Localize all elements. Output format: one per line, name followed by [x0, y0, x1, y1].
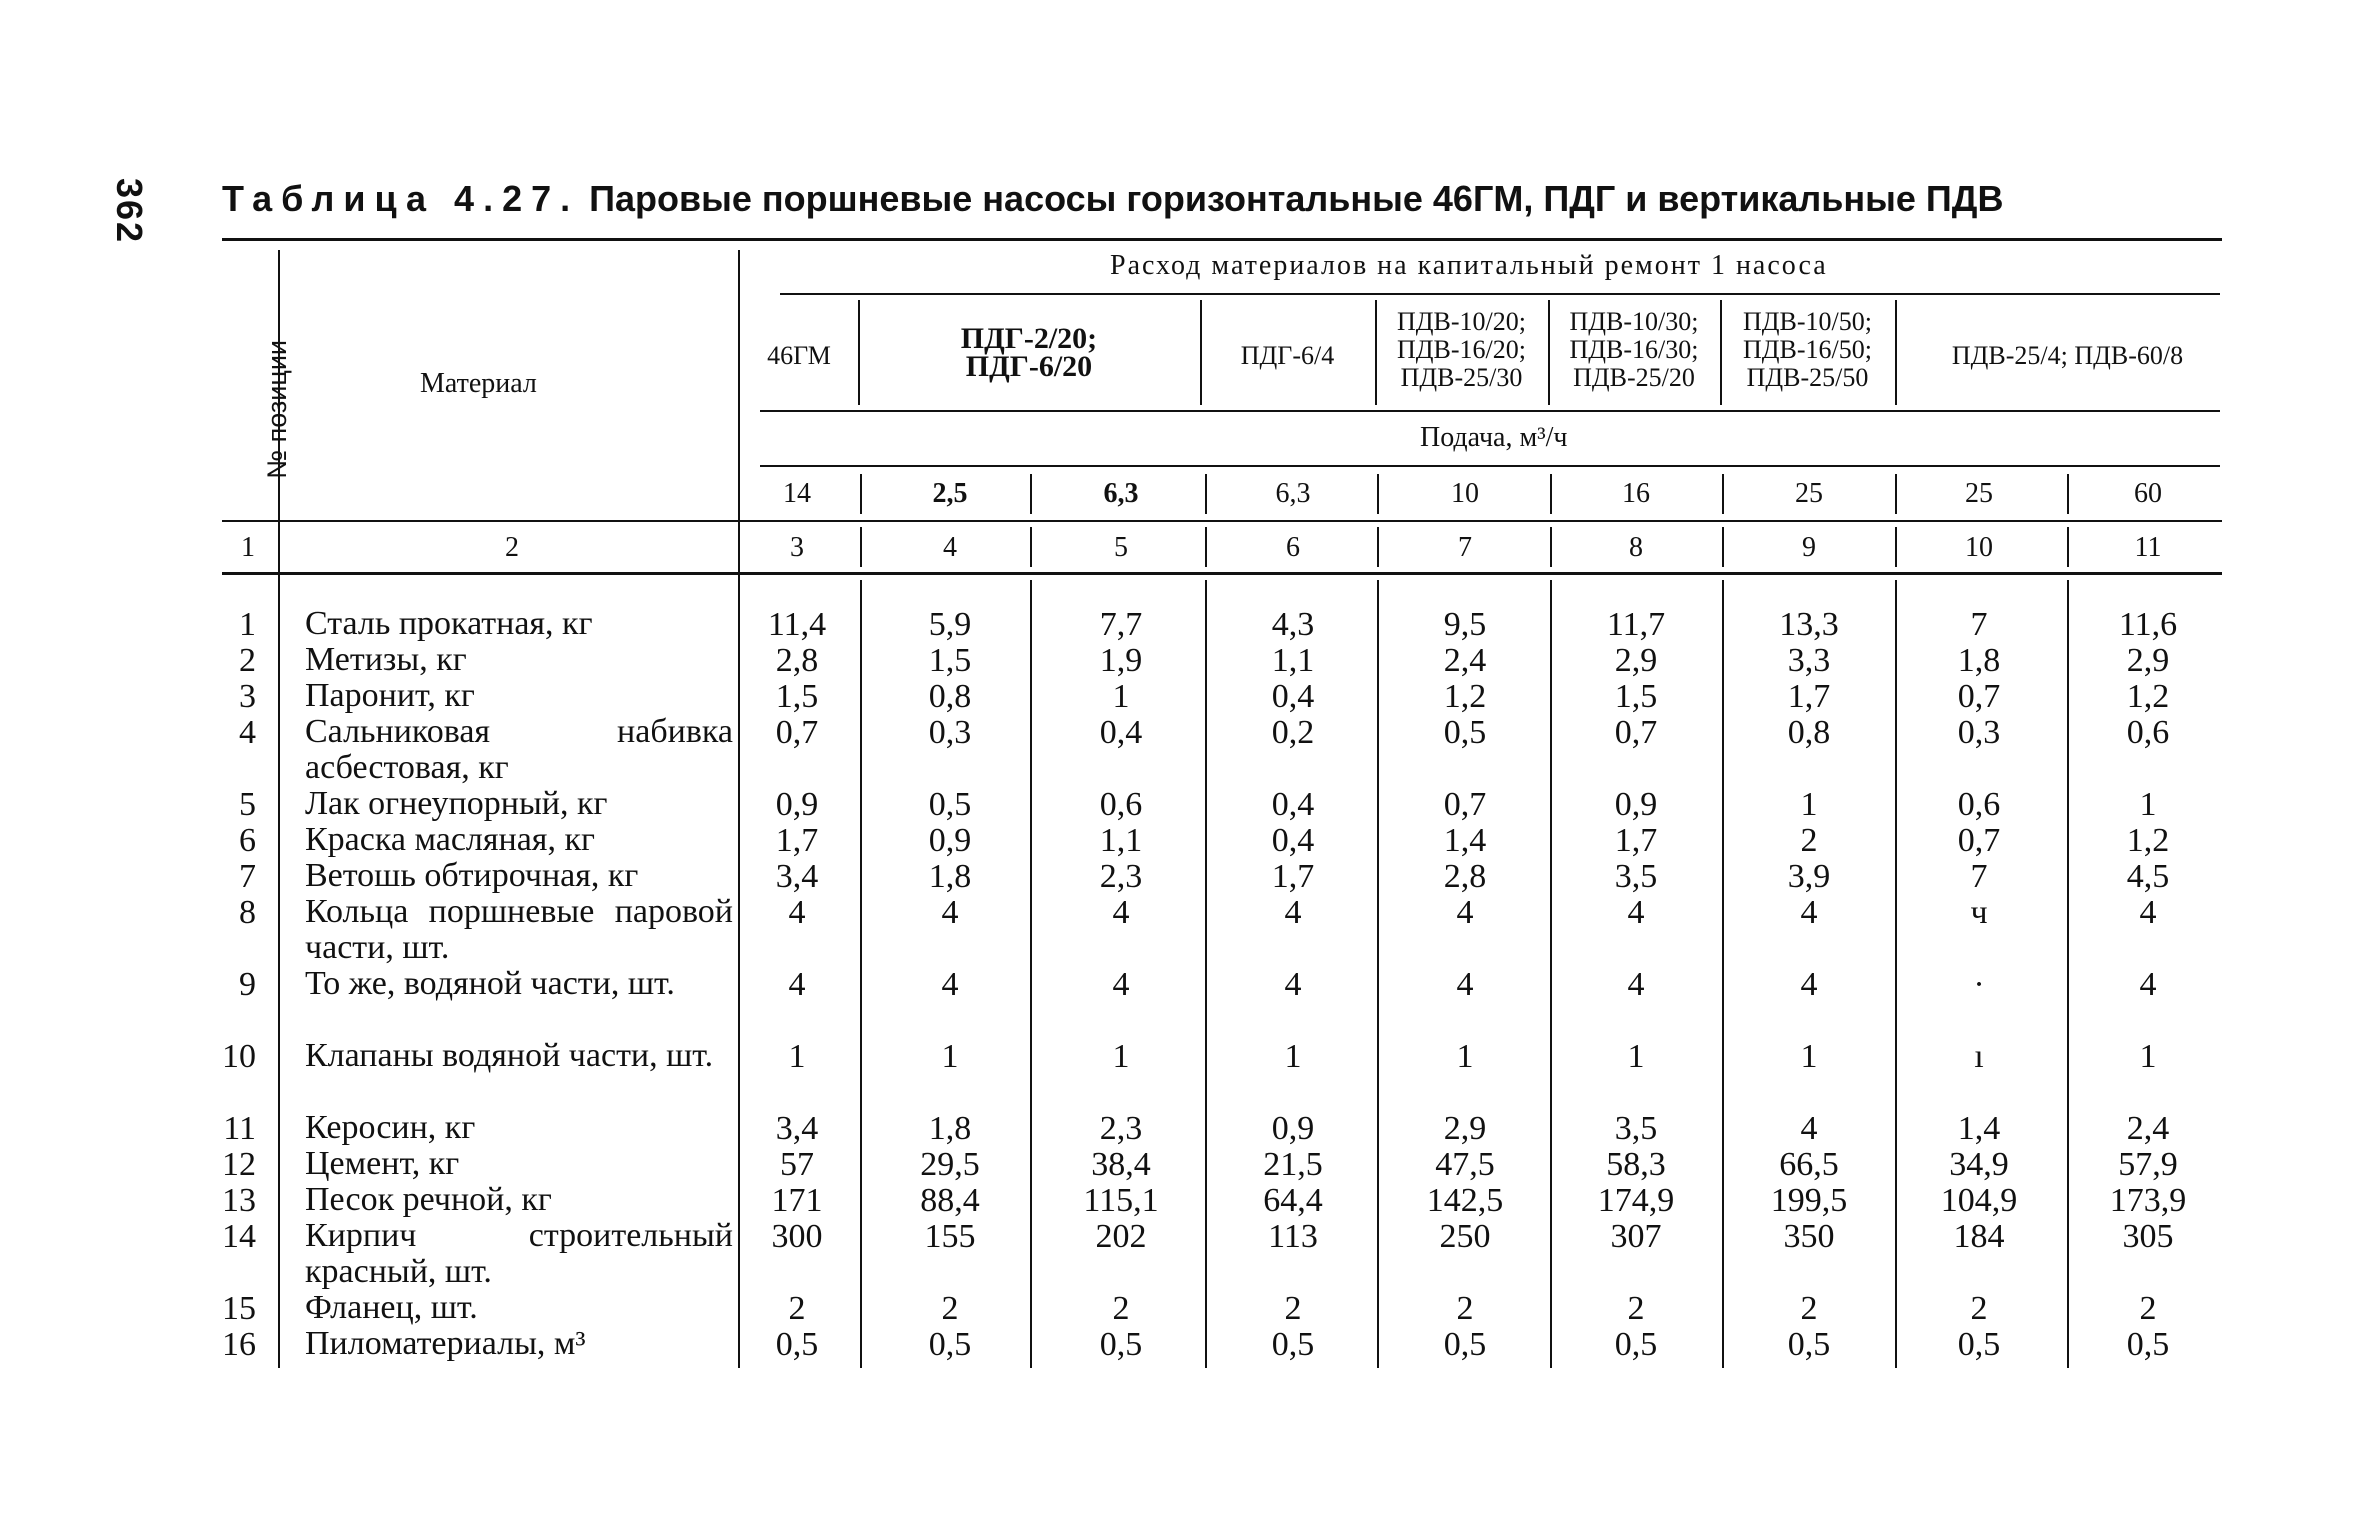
vline-colnum [1722, 527, 1724, 567]
row-value: 171 [771, 1182, 823, 1219]
flow-value: 6,3 [1275, 478, 1311, 509]
vline-flow [2067, 474, 2069, 514]
row-value: 2 [1800, 822, 1818, 859]
vline-body [1030, 580, 1032, 1368]
group-header: Расход материалов на капитальный ремонт 1 насоса [1110, 250, 1828, 281]
row-value: 0,8 [928, 678, 972, 715]
row-value: 4 [2139, 966, 2157, 1003]
vline-colnum [860, 527, 862, 567]
row-value: 0,5 [2126, 1326, 2170, 1363]
row-value: 0,3 [1957, 714, 2001, 751]
row-number: 5 [239, 786, 256, 823]
row-value: 4 [941, 894, 959, 931]
row-number: 11 [223, 1110, 256, 1147]
row-value: 2,3 [1099, 1110, 1143, 1147]
row-material: Кирпич строительный красный, шт. [305, 1217, 733, 1290]
row-value: 3,9 [1787, 858, 1831, 895]
row-value: 4 [1284, 966, 1302, 1003]
row-value: 0,4 [1271, 822, 1315, 859]
row-value: 300 [771, 1218, 823, 1255]
pump-model-line: ПДВ-10/20; [1397, 307, 1526, 336]
vline-colnum [1205, 527, 1207, 567]
pump-model-line: ПДГ-6/20 [965, 350, 1093, 383]
vline-colnum [1895, 527, 1897, 567]
row-value: 4 [2139, 894, 2157, 931]
row-number: 9 [239, 966, 256, 1003]
row-value: 3,4 [775, 858, 819, 895]
row-value: 4 [1456, 894, 1474, 931]
row-value: 1,1 [1271, 642, 1315, 679]
row-value: 11,4 [767, 606, 827, 643]
row-value: 11,7 [1606, 606, 1666, 643]
row-value: 1,8 [928, 1110, 972, 1147]
row-value: 1,4 [1443, 822, 1487, 859]
flow-value: 10 [1451, 478, 1479, 509]
row-value: 0,5 [1957, 1326, 2001, 1363]
row-value: 115,1 [1083, 1182, 1159, 1219]
row-value: 2,9 [2126, 642, 2170, 679]
row-material: Сталь прокатная, кг [305, 605, 593, 642]
row-value: 4 [1800, 894, 1818, 931]
pump-model-line: ПДВ-10/50; [1743, 307, 1872, 336]
row-value: 173,9 [2109, 1182, 2187, 1219]
vline-flow [1722, 474, 1724, 514]
row-value: 2,9 [1443, 1110, 1487, 1147]
row-value: 4 [1284, 894, 1302, 931]
vline-body [1205, 580, 1207, 1368]
flow-value: 16 [1622, 478, 1650, 509]
row-value: 0,6 [1099, 786, 1143, 823]
row-value: 142,5 [1426, 1182, 1504, 1219]
vline-colnum [1550, 527, 1552, 567]
row-value: 4 [1627, 966, 1645, 1003]
row-value: 1,2 [2126, 822, 2170, 859]
column-number: 5 [1114, 532, 1128, 563]
row-value: 4 [1112, 894, 1130, 931]
row-value: 7 [1970, 858, 1988, 895]
row-value: 1 [2139, 786, 2157, 823]
row-material: Краска масляная, кг [305, 821, 595, 858]
row-value: 2 [1284, 1290, 1302, 1327]
row-material: Метизы, кг [305, 641, 467, 678]
pump-model-header [858, 322, 1200, 383]
row-value: 0,4 [1099, 714, 1143, 751]
pump-model-line: ПДГ-6/4 [1240, 341, 1335, 370]
row-value: 4 [788, 894, 806, 931]
pump-model-line: 46ГМ [767, 341, 831, 370]
row-value: 1 [1112, 678, 1130, 715]
row-value: 21,5 [1263, 1146, 1323, 1183]
row-value: 1 [2139, 1038, 2157, 1075]
flow-value: 25 [1795, 478, 1823, 509]
row-value: 0,6 [2126, 714, 2170, 751]
row-value: 1,7 [1271, 858, 1315, 895]
row-value: 1,8 [928, 858, 972, 895]
row-value: 350 [1783, 1218, 1835, 1255]
column-number: 3 [790, 532, 804, 563]
flow-value: 14 [783, 478, 811, 509]
row-value: 1,5 [1614, 678, 1658, 715]
row-value: 4 [1800, 966, 1818, 1003]
row-value: 184 [1953, 1218, 2005, 1255]
pump-model-header [1720, 308, 1895, 392]
row-value: 1,5 [775, 678, 819, 715]
row-value: 1,7 [1614, 822, 1658, 859]
row-value: 1,7 [775, 822, 819, 859]
row-value: 2 [788, 1290, 806, 1327]
row-value: 0,9 [775, 786, 819, 823]
row-value: 11,6 [2118, 606, 2178, 643]
row-value: 88,4 [920, 1182, 980, 1219]
row-material: То же, водяной части, шт. [305, 965, 675, 1002]
row-value: 57 [780, 1146, 814, 1183]
row-value: 1 [941, 1038, 959, 1075]
row-value: 38,4 [1091, 1146, 1151, 1183]
row-value: 305 [2122, 1218, 2174, 1255]
row-value: 1,2 [1443, 678, 1487, 715]
row-value: 1 [788, 1038, 806, 1075]
table-caption [222, 178, 2003, 220]
row-number: 12 [222, 1146, 256, 1183]
page-number: 362 [109, 178, 150, 245]
pump-model-line: ПДВ-16/50; [1743, 335, 1872, 364]
row-value: 0,7 [1957, 822, 2001, 859]
row-value: 1,5 [928, 642, 972, 679]
vline-flow [1895, 474, 1897, 514]
row-material: Фланец, шт. [305, 1289, 478, 1326]
pump-model-line: ПДГ-2/20; [960, 322, 1098, 355]
row-value: 2 [1627, 1290, 1645, 1327]
pump-model-line: ПДВ-16/20; [1397, 335, 1526, 364]
row-number: 14 [222, 1218, 256, 1255]
row-value: 0,7 [1443, 786, 1487, 823]
row-value: 0,9 [1614, 786, 1658, 823]
row-value: 0,7 [1614, 714, 1658, 751]
row-value: 0,7 [1957, 678, 2001, 715]
row-value: 250 [1439, 1218, 1491, 1255]
row-value: 4 [1627, 894, 1645, 931]
pump-model-header [1200, 342, 1375, 370]
row-number: 16 [222, 1326, 256, 1363]
row-value: 1 [1800, 1038, 1818, 1075]
row-value: 3,4 [775, 1110, 819, 1147]
row-material: Лак огнеупорный, кг [305, 785, 608, 822]
flow-value: 60 [2134, 478, 2162, 509]
row-value: 2,9 [1614, 642, 1658, 679]
row-material: Керосин, кг [305, 1109, 476, 1146]
row-value: 307 [1610, 1218, 1662, 1255]
row-value: 0,4 [1271, 786, 1315, 823]
row-value: 34,9 [1949, 1146, 2009, 1183]
row-value: 0,5 [1614, 1326, 1658, 1363]
row-value: 199,5 [1770, 1182, 1848, 1219]
row-value: 58,3 [1606, 1146, 1666, 1183]
vline-body [1377, 580, 1379, 1368]
vline-colnum [1377, 527, 1379, 567]
row-value: ı [1974, 1038, 1984, 1075]
header-bottom-rule [222, 520, 2222, 522]
row-value: 1 [1112, 1038, 1130, 1075]
row-value: 2,4 [2126, 1110, 2170, 1147]
row-value: 4 [1456, 966, 1474, 1003]
row-value: 66,5 [1779, 1146, 1839, 1183]
row-value: 1,8 [1957, 642, 2001, 679]
pump-model-line: ПДВ-25/20 [1573, 363, 1695, 392]
pump-model-header [740, 342, 858, 370]
row-number: 4 [239, 714, 256, 751]
row-number: 10 [222, 1038, 256, 1075]
row-value: 4 [1112, 966, 1130, 1003]
row-value: 2 [1456, 1290, 1474, 1327]
row-value: 0,9 [928, 822, 972, 859]
row-value: 0,5 [1099, 1326, 1143, 1363]
row-value: 2,8 [775, 642, 819, 679]
models-rule [760, 410, 2220, 412]
row-number: 15 [222, 1290, 256, 1327]
row-material: Паронит, кг [305, 677, 475, 714]
pump-model-line: ПДВ-25/30 [1400, 363, 1523, 392]
row-value: 1,7 [1787, 678, 1831, 715]
flow-value: 25 [1965, 478, 1993, 509]
column-number: 10 [1965, 532, 1993, 563]
row-number: 1 [239, 606, 256, 643]
row-value: 0,7 [775, 714, 819, 751]
row-value: 1,9 [1099, 642, 1143, 679]
row-value: 0,5 [1271, 1326, 1315, 1363]
vline-body [1895, 580, 1897, 1368]
vline-body [1550, 580, 1552, 1368]
row-value: 7 [1970, 606, 1988, 643]
row-value: 1,4 [1957, 1110, 2001, 1147]
row-value: 29,5 [920, 1146, 980, 1183]
row-value: 113 [1268, 1218, 1318, 1255]
row-value: 104,9 [1940, 1182, 2018, 1219]
row-value: 0,4 [1271, 678, 1315, 715]
column-number: 8 [1629, 532, 1643, 563]
row-material: Цемент, кг [305, 1145, 460, 1182]
row-value: 57,9 [2118, 1146, 2178, 1183]
row-value: 0,5 [928, 1326, 972, 1363]
row-value: 174,9 [1597, 1182, 1675, 1219]
row-value: 4 [1800, 1110, 1818, 1147]
row-value: · [1973, 966, 1985, 1003]
flow-value: 2,5 [932, 478, 968, 509]
row-value: 202 [1095, 1218, 1147, 1255]
column-number: 6 [1286, 532, 1300, 563]
row-value: 0,5 [928, 786, 972, 823]
row-value: 0,8 [1787, 714, 1831, 751]
row-material: Сальниковая набивка асбестовая, кг [305, 713, 733, 786]
pump-model-line: ПДВ-10/30; [1569, 307, 1699, 336]
vline-body [1722, 580, 1724, 1368]
flow-header: Подача, м³/ч [1420, 422, 1568, 453]
row-value: 2,4 [1443, 642, 1487, 679]
row-number: 7 [239, 858, 256, 895]
pump-model-line: ПДВ-16/30; [1569, 335, 1699, 364]
pump-model-header [1548, 308, 1720, 392]
row-value: 0,5 [1443, 714, 1487, 751]
row-value: 9,5 [1443, 606, 1487, 643]
row-number: 6 [239, 822, 256, 859]
row-value: 0,2 [1271, 714, 1315, 751]
vline-flow [1205, 474, 1207, 514]
caption-text: Паровые поршневые насосы горизонтальные 46ГМ, ПДГ и вертикальные ПДВ [589, 178, 2004, 219]
row-value: 2 [1112, 1290, 1130, 1327]
caption-label: Таблица 4.27. [222, 178, 580, 219]
row-number: 13 [222, 1182, 256, 1219]
row-number: 3 [239, 678, 256, 715]
vline-flow [1377, 474, 1379, 514]
pump-model-header [1375, 308, 1548, 392]
row-value: 1 [1800, 786, 1818, 823]
row-value: 0,9 [1271, 1110, 1315, 1147]
row-value: 0,5 [1787, 1326, 1831, 1363]
row-value: 0,6 [1957, 786, 2001, 823]
row-value: 47,5 [1435, 1146, 1495, 1183]
row-value: 1,2 [2126, 678, 2170, 715]
column-number: 2 [505, 532, 519, 563]
row-value: 2 [941, 1290, 959, 1327]
row-value: ч [1970, 894, 1988, 931]
row-value: 2 [2139, 1290, 2157, 1327]
row-value: 1,1 [1099, 822, 1143, 859]
row-value: 0,3 [928, 714, 972, 751]
vline-flow [1030, 474, 1032, 514]
row-value: 2,3 [1099, 858, 1143, 895]
column-number: 9 [1802, 532, 1816, 563]
vline-flow [1550, 474, 1552, 514]
column-number: 1 [241, 532, 255, 563]
flow-value: 6,3 [1103, 478, 1139, 509]
row-value: 4 [941, 966, 959, 1003]
row-material: Ветошь обтирочная, кг [305, 857, 639, 894]
row-value: 4 [788, 966, 806, 1003]
row-material: Кольца поршневые паровой части, шт. [305, 893, 733, 966]
row-number: 8 [239, 894, 256, 931]
row-material: Песок речной, кг [305, 1181, 552, 1218]
vline-body [2067, 580, 2069, 1368]
row-value: 2,8 [1443, 858, 1487, 895]
row-value: 155 [924, 1218, 976, 1255]
row-value: 64,4 [1263, 1182, 1323, 1219]
top-rule [222, 238, 2222, 241]
pump-model-line: ПДВ-25/4; ПДВ-60/8 [1951, 341, 2184, 370]
vline-colnum [1030, 527, 1032, 567]
material-header: Материал [420, 368, 537, 399]
flow-rule [760, 465, 2220, 467]
row-value: 13,3 [1779, 606, 1839, 643]
group-rule [780, 293, 2220, 295]
row-value: 0,5 [1443, 1326, 1487, 1363]
row-value: 1 [1627, 1038, 1645, 1075]
row-value: 1 [1284, 1038, 1302, 1075]
row-value: 1 [1456, 1038, 1474, 1075]
colnum-rule [222, 572, 2222, 575]
vline-colnum [2067, 527, 2069, 567]
row-value: 3,5 [1614, 858, 1658, 895]
row-value: 3,5 [1614, 1110, 1658, 1147]
row-value: 0,5 [775, 1326, 819, 1363]
row-value: 3,3 [1787, 642, 1831, 679]
column-number: 4 [943, 532, 957, 563]
column-number: 7 [1458, 532, 1472, 563]
row-material: Пиломатериалы, м³ [305, 1325, 586, 1362]
row-value: 4,5 [2126, 858, 2170, 895]
pump-model-header [1895, 342, 2240, 370]
row-value: 5,9 [928, 606, 972, 643]
column-number: 11 [2134, 532, 2162, 563]
row-material: Клапаны водяной части, шт. [305, 1037, 714, 1074]
position-header: № позиции [262, 340, 292, 479]
row-number: 2 [239, 642, 256, 679]
pump-model-line: ПДВ-25/50 [1746, 363, 1869, 392]
row-value: 2 [1970, 1290, 1988, 1327]
row-value: 2 [1800, 1290, 1818, 1327]
row-value: 7,7 [1099, 606, 1143, 643]
row-value: 4,3 [1271, 606, 1315, 643]
